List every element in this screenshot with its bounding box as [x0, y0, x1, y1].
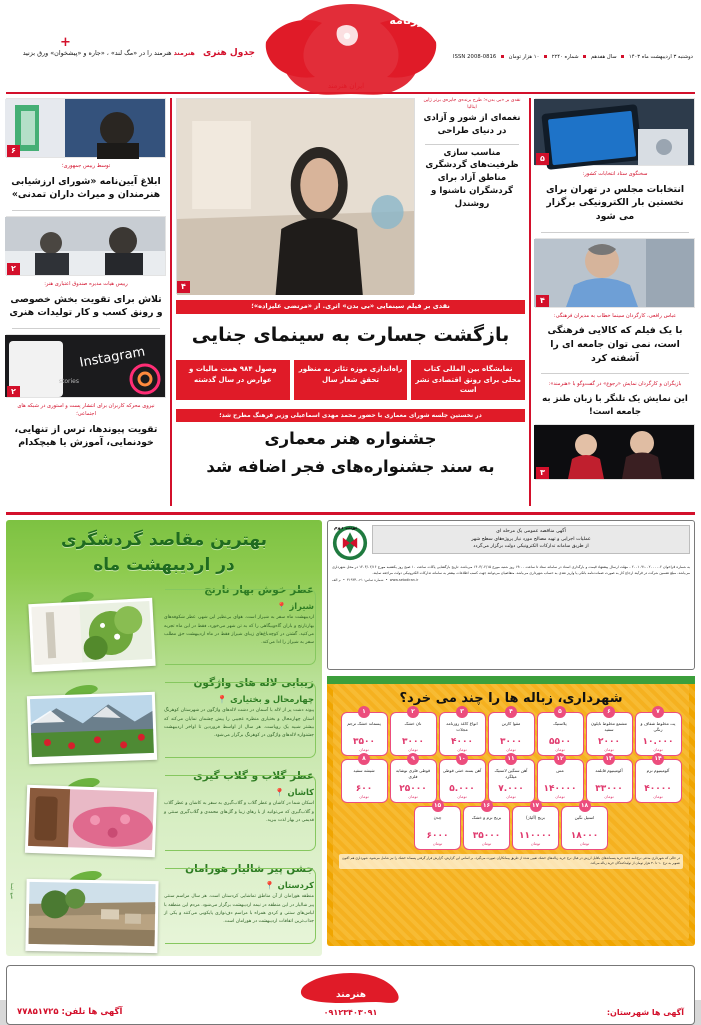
waste-card-price: ۳۰۰۰ — [402, 737, 424, 747]
waste-card-name: مقوا کارتن — [501, 721, 521, 726]
waste-card-index: ۳ — [456, 706, 468, 718]
waste-card-unit: تومان — [604, 794, 614, 799]
divider — [541, 232, 689, 233]
destination-0-city-label: شیراز — [289, 601, 314, 612]
electronic-voting-tablet-photo[interactable] — [535, 98, 695, 166]
tulip-field-art — [30, 695, 154, 757]
tourism-credit: منبع: ایسنا — [10, 882, 14, 899]
waste-card-name: نان خشک — [404, 721, 422, 726]
tourism-destination-1[interactable] — [14, 676, 314, 760]
rosewater-art — [28, 788, 154, 850]
waste-card-price: ۲۵۰۰۰ — [399, 784, 427, 794]
tourism-destination-0[interactable] — [14, 583, 314, 667]
waste-card[interactable] — [463, 802, 510, 850]
brief-box-2[interactable]: نمایشگاه بین المللی کتاب محلی برای رونق اقتصادی نشر است — [411, 360, 525, 400]
waste-card-name: پسماند خشک ترجم — [347, 721, 381, 726]
column-divider — [170, 98, 172, 506]
waste-card-index: ۱ — [358, 706, 370, 718]
waste-card-index: ۱۴ — [652, 753, 664, 765]
polaroid-frame — [25, 879, 158, 953]
waste-card-price: ۱۱۰۰۰۰ — [519, 831, 552, 841]
right-item-0-headline[interactable]: ابلاغ آیین‌نامه «شورای ارزشیابی هنرمندان و میراث داران تمدنی» — [11, 175, 161, 201]
waste-card-name: پلاستیک — [553, 721, 567, 726]
page-number-badge: ۶ — [7, 145, 20, 157]
waste-card-name: استیل نگین — [574, 815, 595, 820]
waste-card-name: آلومینیوم قابلمه — [595, 768, 623, 773]
polaroid-frame — [28, 598, 155, 672]
ad-header — [332, 525, 690, 561]
right-item-2-headline[interactable]: تقویت پیوندها، ترس از تنهایی، خودنمایی، آموزش یا هیچکدام — [14, 423, 158, 449]
ad-title-line1: آگهی مناقصه عمومی یک مرحله ای — [496, 529, 566, 534]
ad-website[interactable]: www.setadiran.ir — [389, 578, 419, 583]
waste-card-unit: تومان — [457, 794, 467, 799]
footer-phone-label: آگهی ها تلفن: — [61, 1007, 123, 1018]
dateline-issue: شماره ۲۲۴۰ — [551, 54, 579, 60]
ad-title-band — [372, 525, 690, 554]
president-speech-photo[interactable] — [6, 98, 166, 158]
brief-box-1[interactable]: راه‌اندازی موزه تئاتر به منظور تحقق شعار سال — [294, 360, 408, 400]
ad-phone: شماره تماس: ۰۲۱-۴۱۹۳۴ — [346, 578, 384, 583]
waste-card[interactable] — [635, 708, 682, 756]
ad-body-text: به شماره فراخوان ۲۰۰۱۰۹۱۰۰۲۰۰۰۰۰۲ - مهلت ارسال پیشنهاد قیمت و بارگذاری اسناد در سامانه ستاد تا ساعت ۱۹:۰۰ روز شنبه مورخ ۱۴۰۳/۰۲/۱۵ می‌باشد. تاریخ بازگشایی پاکات ساعت ۱۰ صبح روز یکشنبه مورخ ۱۴۰۳/۰۲/۱۶ در محل شهرداری می‌باشد. مبلغ تضمین شرکت در فرآیند ارجاع کار به صورت ضمانت‌نامه بانکی یا واریز نقدی به حساب شهرداری می‌باشد. متقاضیان می‌توانند جهت کسب اطلاعات بیشتر به سامانه تدارکات الکترونیکی دولت مراجعه نمایند. — [332, 565, 690, 576]
infographic-body — [333, 684, 689, 940]
instagram-photo-art — [5, 335, 165, 397]
center-lead-block — [176, 98, 525, 294]
masthead-dateline — [453, 54, 693, 60]
ad-title-line2: عملیات اجرایی و تهیه مصالح مورد نیاز پروژه‌های سطح شهر — [471, 536, 591, 542]
waste-card-price: ۱۸۰۰۰ — [570, 831, 599, 841]
waste-card-index: ۹ — [407, 753, 419, 765]
divider — [425, 144, 519, 145]
tagline-text: هنرمند را در «مگ لند» ، «جاره و «پیشخوان» ورق بزنید — [22, 49, 172, 57]
waste-card-unit: تومان — [653, 794, 663, 799]
infographic-note: در حالی که شهرداری مدعی نرخ‌نامه جدید خرید پسماندهای باقابل ارزش در قبال نرخ‌ خرید زباله‌های خشک تعیین شده از طریق پیمانکاران صورت می‌گیرد، بر اساس این گزارش، گزارش قرار گرفتن پسماند خشک را نیز شامل می‌شود. شهرداری هم اکنون تصویر به نرخ ۱۰ تا ۳۰ هزار تومان از تولیدکنندگان خرید زباله می‌کند. — [339, 854, 683, 869]
tourism-title — [14, 528, 314, 577]
left-news-column — [535, 98, 695, 506]
tourism-title-line1: بهترین مقاصد گردشگری — [61, 530, 267, 550]
waste-card-unit: تومان — [530, 841, 541, 846]
waste-card-price: ۶۰۰ — [355, 784, 373, 794]
waste-card-unit: تومان — [653, 747, 663, 752]
destination-1-desc: پیوند دشت پر از لاله با آسمان در دشت لاله‌های واژگون در شهرستان کوهرنگ استان چهارمحال و بختیاری منظره عجیبی را پیش چشمان نمایان می‌کند که بیشتر شبیه یک رویاست. هر سال از اواسط فروردین تا اواخر اردیبهشت جشنواره لاله‌های واژگون در کوهرنگ برگزار می‌شود. — [164, 708, 314, 739]
waste-card-index: ۱۶ — [481, 800, 493, 812]
waste-card-unit: تومان — [555, 747, 565, 752]
waste-card[interactable] — [537, 755, 584, 803]
dateline-year: سال هفدهم — [590, 54, 617, 60]
location-pin-icon: 📍 — [264, 881, 275, 891]
waste-card[interactable] — [488, 708, 535, 756]
page-number-badge: ۴ — [177, 281, 190, 293]
polaroid-frame — [27, 692, 157, 764]
waste-card-price: ۱۰.۰۰۰ — [642, 737, 674, 747]
film-director-portrait-photo[interactable] — [535, 238, 695, 308]
ad-footer: www.setadiran.ir • شماره تماس: ۰۲۱-۴۱۹۳۴ • م الف — [332, 578, 419, 583]
waste-card-name: برنج (آلیاژ) — [526, 815, 545, 820]
waste-card-index: ۸ — [358, 753, 370, 765]
waste-card-index: ۱۷ — [530, 800, 542, 812]
left-item-0-kicker: سخنگوی ستاد انتخابات کشور: — [582, 171, 648, 177]
footer-phone-number[interactable] — [17, 1007, 122, 1017]
center-brief-list — [419, 98, 525, 294]
shiraz-orange-blossom-photo — [16, 599, 164, 665]
destination-1-title: زیبایی لاله های واژگون — [193, 677, 314, 690]
village-art — [29, 882, 156, 946]
bottom-left-column — [327, 520, 695, 956]
honarmand-footer-logo — [296, 971, 406, 1003]
waste-card[interactable] — [439, 755, 486, 803]
page-number-badge: ۳ — [536, 467, 549, 479]
waste-card-name: برنج نرم و خشک — [471, 815, 502, 820]
waste-card[interactable] — [341, 708, 388, 756]
right-item-1-kicker: رییس هیات مدیره صندوق اعتباری هنر: — [44, 281, 128, 288]
honarmand-logo-icon — [226, 2, 476, 94]
destination-3-title: جشن پیر شالیار هورامان — [185, 863, 314, 876]
waste-card-unit: تومان — [579, 841, 590, 846]
destination-1-city-label: چهارمحال و بختیاری — [230, 694, 314, 705]
ad-title-line3: از طریق سامانه تدارکات الکترونیکی دولت برگزار می‌گردد — [473, 544, 589, 550]
waste-card-unit: تومان — [432, 841, 443, 846]
destination-2-city-label: کاشان — [287, 787, 314, 798]
page-footer — [6, 965, 695, 1025]
film-scene-woman-photo[interactable] — [176, 98, 415, 294]
waste-card-index: ۴ — [505, 706, 517, 718]
waste-card-unit: تومان — [408, 794, 418, 799]
location-pin-icon: 📍 — [217, 695, 228, 705]
waste-card-unit: تومان — [555, 794, 565, 799]
bottom-section — [0, 515, 701, 961]
waste-card-name: شیشه سفید — [353, 768, 375, 773]
footer-shahrestan-label: آگهی ها شهرستان: — [606, 1008, 684, 1018]
orange-blossom-art — [31, 601, 152, 665]
brief-box-0[interactable]: وصول ۹۸۴ همت مالیات و عوارض در سال گذشته — [176, 360, 290, 400]
waste-card-price: ۲۰۰۰ — [598, 737, 620, 747]
masthead — [0, 0, 701, 92]
dateline-sep-icon — [544, 55, 547, 58]
left-item-1-kicker: عباس رافعی، کارگردان سینما خطاب به مدیران فرهنگی: — [553, 312, 677, 319]
hawraman-village-photo — [16, 878, 164, 944]
location-pin-icon: 📍 — [276, 602, 287, 612]
kashan-rosewater-photo — [16, 785, 164, 851]
tourism-destination-2[interactable] — [14, 769, 314, 853]
waste-card-price: ۵۵۰۰ — [549, 737, 571, 747]
waste-card-name: آلومینیوم نرم — [646, 768, 670, 773]
divider — [12, 328, 160, 329]
dateline-sep-icon — [583, 55, 586, 58]
art-credit-fund-board-photo[interactable] — [6, 216, 166, 276]
right-news-column — [6, 98, 166, 506]
waste-card[interactable] — [488, 755, 535, 803]
page-number-badge: ۴ — [536, 295, 549, 307]
waste-card-index: ۱۱ — [505, 753, 517, 765]
theater-actors-photo[interactable] — [535, 424, 695, 480]
lead-headline[interactable]: بازگشت جسارت به سینمای جنایی — [191, 323, 510, 346]
divider — [541, 373, 689, 374]
waste-card[interactable] — [390, 755, 437, 803]
page-number-badge: ۵ — [536, 153, 549, 165]
tourism-title-line2: در اردیبهشت ماه — [93, 554, 235, 575]
destination-2-title: عطر گلاب و گلاب گیری — [193, 770, 314, 783]
infographic-title: شهرداری، زباله ها را چند می خرد؟ — [399, 691, 623, 706]
dateline-sep-icon — [501, 55, 504, 58]
tourism-panel — [6, 520, 322, 956]
tender-advertisement[interactable] — [327, 520, 695, 670]
waste-card-index: ۱۰ — [456, 753, 468, 765]
waste-card-index: ۶ — [603, 706, 615, 718]
right-item-1-headline[interactable]: تلاش برای تقویت بخش خصوصی و رونق کسب و کار تولیدات هنری — [9, 293, 163, 319]
waste-card-unit: تومان — [604, 747, 614, 752]
right-item-0-kicker: توسط رییس جمهوری؛ — [61, 163, 111, 169]
waste-card-name: انواع کاغذ روزنامه مجلات — [446, 721, 478, 733]
waste-card-index: ۱۸ — [579, 800, 591, 812]
waste-card-name: آهن بسته خنثی قوطی — [442, 768, 482, 773]
waste-price-infographic — [327, 676, 695, 946]
waste-card-unit: تومان — [359, 794, 369, 799]
page-number-badge: ۲ — [7, 263, 20, 275]
theater-photo-art — [534, 425, 694, 479]
waste-card-price: ۳۰۰۰ — [500, 737, 522, 747]
board-photo-art — [5, 217, 165, 275]
destination-0-title: عطر خوش بهار نارنج — [204, 584, 314, 597]
second-kicker-bar: در نخستین جلسه شورای معماری با حضور محمد مهدی اسماعیلی وزیر فرهنگ مطرح شد؛ — [176, 409, 525, 422]
footer-mobile-number[interactable]: ۰۹۱۲۳۴۰۳۰۹۱ — [323, 1008, 378, 1018]
waste-card-name: چدن — [433, 815, 442, 820]
waste-card-price: ۶۰۰۰ — [426, 831, 449, 841]
tourism-destination-3[interactable] — [14, 862, 314, 946]
waste-card[interactable] — [586, 755, 633, 803]
waste-card-unit: تومان — [359, 747, 369, 752]
top-news-grid — [0, 94, 701, 506]
left-item-2-headline[interactable]: این نمایش یک تلنگر با زبان طنز به جامعه است! — [542, 394, 688, 417]
waste-card-name: مشمع مخلوط نایلون سفید — [591, 721, 627, 733]
center-brief-0-title: نغمه‌ای از شور و آزادی در دنیای طراحی — [423, 112, 521, 136]
waste-card-price: ۷.۰۰۰ — [498, 784, 524, 794]
instagram-phone-photo[interactable] — [6, 334, 166, 398]
waste-card-unit: تومان — [506, 747, 516, 752]
waste-card-name: قوطی فلزی نوشابه فلزی — [395, 768, 431, 780]
plus-icon: + — [60, 35, 71, 50]
waste-card-index: ۱۲ — [554, 753, 566, 765]
polaroid-frame — [25, 785, 157, 857]
ad-code: م الف — [332, 578, 341, 583]
lead-kicker-bar: نقدی بر فیلم سینمایی «بی بدن» اثری. از «مرتضی علیزاده»؛ — [176, 300, 525, 314]
infographic-top-band — [327, 676, 695, 684]
waste-card[interactable] — [414, 802, 461, 850]
president-photo-art — [5, 99, 165, 157]
film-scene-art — [177, 99, 414, 295]
second-headline-line1[interactable]: جشنواره هنر معماری — [264, 428, 437, 448]
logo-caption-text: ایران هنرمند — [327, 82, 364, 90]
tablet-photo-art — [534, 99, 694, 165]
dateline-day: دوشنبه ۳ اردیبهشت ماه ۱۴۰۳ — [628, 54, 693, 60]
waste-card-unit: تومان — [408, 747, 418, 752]
three-brief-boxes — [176, 360, 525, 400]
waste-card-name: پت مخلوط شفاف و رنگی — [640, 721, 676, 733]
director-photo-art — [534, 239, 694, 307]
svg-text:stories: stories — [58, 378, 79, 386]
waste-card-price: ۳۵۰۰ — [353, 737, 375, 747]
left-item-0-headline[interactable]: انتخابات مجلس در تهران برای نخستین بار الکترونیکی برگزار می شود — [545, 183, 685, 223]
waste-card-unit: تومان — [457, 747, 467, 752]
center-brief-1-title: مناسب سازی ظرفیت‌های گردشگری مناطق آزاد برای گردشگران ناشنوا و روشندل — [425, 147, 519, 210]
waste-card-unit: تومان — [506, 794, 516, 799]
ad-round-label: نوبت دوم — [334, 525, 358, 531]
dateline-price: ۱۰ هزار تومان — [508, 54, 540, 60]
waste-card-name: مس — [556, 768, 564, 773]
waste-card-price: ۴۰۰۰ — [451, 737, 473, 747]
center-brief-0[interactable] — [419, 98, 525, 142]
waste-card[interactable] — [439, 708, 486, 756]
waste-card-price: ۳۳۰۰۰ — [595, 784, 623, 794]
waste-card-price: ۱۴۰۰۰۰ — [543, 784, 577, 794]
footer-logo-text: هنرمند — [335, 990, 366, 1001]
waste-card[interactable] — [586, 708, 633, 756]
center-brief-0-kicker: نقدی بر «بی بدن»؛ طرح برنده‌ی جایزه‌ی برتر ژاپن ایتالیا — [423, 98, 521, 110]
masthead-tagline — [10, 48, 255, 58]
left-item-1-headline[interactable]: با یک فیلم که کالایی فرهنگی است، نمی توان جامعه ای را آشفته کرد — [547, 325, 683, 364]
second-headline-line2[interactable]: به سند جشنواره‌های فجر اضافه شد — [206, 456, 495, 476]
newspaper-logo — [226, 2, 476, 94]
center-brief-1[interactable] — [419, 147, 525, 215]
waste-card[interactable] — [390, 708, 437, 756]
page-number-badge: ۲ — [7, 386, 20, 398]
waste-card-index: ۲ — [407, 706, 419, 718]
location-pin-icon: 📍 — [274, 788, 285, 798]
jadval-honari-label[interactable]: جدول هنری — [203, 48, 255, 58]
destination-2-desc: اسکان شما در کاشان و عطر گلاب و گلاب‌گیری به سفر به کاشان و عطر گلاب و گلاب‌گیری که می‌توانید از با رهای زیبا و گل‌های محمدی و گلاب‌گیری سنتی و قدیمی در بهار لذت ببرید. — [164, 801, 314, 823]
waste-card[interactable] — [635, 755, 682, 803]
divider — [12, 210, 160, 211]
waste-card[interactable] — [341, 755, 388, 803]
waste-card-price: ۵.۰۰۰ — [449, 784, 475, 794]
waste-card-index: ۱۵ — [432, 800, 444, 812]
waste-card-name: آهن سنگین لاستیک میلگرد — [494, 768, 528, 780]
waste-card-index: ۷ — [652, 706, 664, 718]
destination-0-desc: اردیبهشت ماه سفر به شیراز است. هوای بی‌نظیر این شهر، عطر شکوفه‌های بهارنارنج و باران گاه‌وبیگاهی را که به تن شهر می‌خورد، فقط در این ماه تجربه می‌کنید. گشتن در کوچه‌باغ‌های زیبای شیراز فقط در ماه اردیبهشت حق مطلب سفر به شیراز را ادا می‌کند. — [164, 615, 314, 646]
waste-card-price: ۴۰۰۰۰ — [644, 784, 672, 794]
waste-card-unit: تومان — [481, 841, 492, 846]
waste-price-grid — [337, 708, 685, 850]
dateline-issn: ISSN 2008-0816 — [453, 54, 497, 60]
left-item-2-kicker: بازیگران و کارگردان نمایش «رجوع» در گفت‌وگو با «هنرمند»: — [548, 381, 682, 388]
waste-card[interactable] — [561, 802, 608, 850]
right-item-2-kicker: نیروی محرکه کاربران برای انتشار پست و استوری در شبکه های اجتماعی؛ — [17, 403, 155, 417]
footer-phone-value: ۷۷۸۵۱۷۲۵ — [17, 1007, 59, 1018]
logo-sub-text: روزنامه — [388, 14, 431, 27]
waste-card-index: ۱۳ — [603, 753, 615, 765]
center-news-column — [176, 98, 525, 506]
column-divider — [529, 98, 531, 506]
destination-3-city-label: کردستان — [277, 880, 314, 891]
destination-3-desc: منطقه هورامان از آن مناطق تماشایی کردستان است. هر سال مراسم سنتی پیر شالیار در این منطقه در نیمه اردیبهشت برگزار می‌شود. مردم این منطقه با لباس‌های سنتی و کردی همراه با مراسم دف‌نوازی پایکوبی می‌کنند و یکی از جذاب‌ترین اتفاقات اردیبهشت در هورامان است. — [164, 894, 314, 925]
tagline-brand-highlight: هنرمند — [173, 49, 195, 57]
waste-card[interactable] — [512, 802, 559, 850]
svg-text:Instagram: Instagram — [78, 344, 147, 371]
inverted-tulips-field-photo — [16, 692, 164, 758]
waste-card-index: ۵ — [554, 706, 566, 718]
dateline-sep-icon — [621, 55, 624, 58]
waste-card[interactable] — [537, 708, 584, 756]
waste-card-price: ۳۵۰۰۰ — [472, 831, 501, 841]
